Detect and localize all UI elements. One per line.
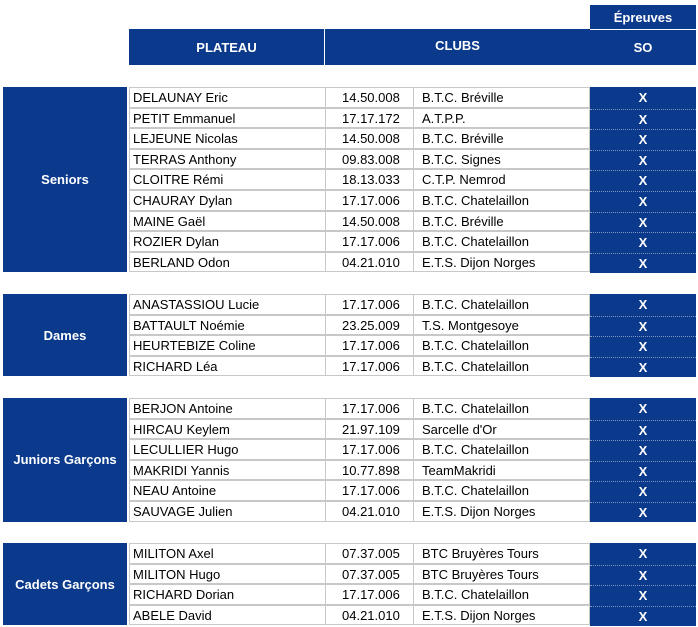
club-code: 17.17.006 [325, 231, 413, 252]
so-mark: X [590, 253, 696, 273]
club-name: TeamMakridi [413, 460, 590, 481]
club-code: 17.17.006 [325, 480, 413, 501]
group-label: Seniors [3, 87, 127, 272]
athlete-name: MILITON Axel [129, 543, 325, 564]
table-row [129, 169, 590, 190]
club-code: 17.17.006 [325, 356, 413, 377]
club-code: 23.25.009 [325, 315, 413, 336]
club-name: Sarcelle d'Or [413, 419, 590, 440]
table-row [129, 460, 590, 481]
table-row [129, 315, 590, 336]
table-row [129, 439, 590, 460]
so-mark: X [590, 109, 696, 129]
so-mark: X [590, 232, 696, 252]
club-name: B.T.C. Chatelaillon [413, 231, 590, 252]
club-name: B.T.C. Chatelaillon [413, 356, 590, 377]
club-code: 17.17.006 [325, 584, 413, 605]
table-row [129, 335, 590, 356]
club-name: B.T.C. Chatelaillon [413, 190, 590, 211]
club-name: E.T.S. Dijon Norges [413, 605, 590, 626]
so-mark: X [590, 502, 696, 522]
club-name: B.T.C. Bréville [413, 128, 590, 149]
club-code: 17.17.006 [325, 398, 413, 419]
so-mark: X [590, 440, 696, 460]
table-row [129, 87, 590, 108]
club-name: A.T.P.P. [413, 108, 590, 129]
so-mark: X [590, 336, 696, 356]
table-row [129, 149, 590, 170]
athlete-name: ANASTASSIOU Lucie [129, 294, 325, 315]
table-row [129, 605, 590, 626]
club-name: B.T.C. Chatelaillon [413, 584, 590, 605]
athlete-name: CHAURAY Dylan [129, 190, 325, 211]
club-name: B.T.C. Signes [413, 149, 590, 170]
athlete-name: BERJON Antoine [129, 398, 325, 419]
club-code: 17.17.172 [325, 108, 413, 129]
table-row [129, 211, 590, 232]
club-name: B.T.C. Chatelaillon [413, 398, 590, 419]
athlete-name: HIRCAU Keylem [129, 419, 325, 440]
so-mark: X [590, 170, 696, 190]
athlete-name: PETIT Emmanuel [129, 108, 325, 129]
athlete-name: LECULLIER Hugo [129, 439, 325, 460]
athlete-name: ROZIER Dylan [129, 231, 325, 252]
so-mark: X [590, 420, 696, 440]
table-row [129, 108, 590, 129]
so-mark: X [590, 191, 696, 211]
table-row [129, 128, 590, 149]
athlete-name: ABELE David [129, 605, 325, 626]
table-row [129, 584, 590, 605]
so-mark: X [590, 481, 696, 501]
club-name: B.T.C. Chatelaillon [413, 480, 590, 501]
club-code: 14.50.008 [325, 211, 413, 232]
club-code: 17.17.006 [325, 190, 413, 211]
athlete-name: RICHARD Dorian [129, 584, 325, 605]
club-name: E.T.S. Dijon Norges [413, 252, 590, 273]
table-row [129, 294, 590, 315]
club-code: 07.37.005 [325, 564, 413, 585]
club-code: 21.97.109 [325, 419, 413, 440]
athlete-name: SAUVAGE Julien [129, 501, 325, 522]
club-name: B.T.C. Chatelaillon [413, 335, 590, 356]
club-name: B.T.C. Chatelaillon [413, 294, 590, 315]
athlete-name: MAINE Gaël [129, 211, 325, 232]
group-label: Dames [3, 294, 127, 376]
club-name: B.T.C. Bréville [413, 211, 590, 232]
athlete-name: TERRAS Anthony [129, 149, 325, 170]
club-code: 14.50.008 [325, 128, 413, 149]
club-name: B.T.C. Chatelaillon [413, 439, 590, 460]
so-mark: X [590, 129, 696, 149]
club-name: B.T.C. Bréville [413, 87, 590, 108]
clubs-header: CLUBS [325, 29, 590, 65]
club-code: 17.17.006 [325, 439, 413, 460]
so-mark: X [590, 544, 696, 563]
table-row [129, 398, 590, 419]
table-row [129, 419, 590, 440]
club-name: C.T.P. Nemrod [413, 169, 590, 190]
so-mark: X [590, 606, 696, 626]
table-row [129, 252, 590, 273]
club-code: 18.13.033 [325, 169, 413, 190]
athlete-name: LEJEUNE Nicolas [129, 128, 325, 149]
table-row [129, 501, 590, 522]
club-code: 04.21.010 [325, 501, 413, 522]
so-mark: X [590, 150, 696, 170]
table-row [129, 543, 590, 564]
table-row [129, 480, 590, 501]
athlete-name: MILITON Hugo [129, 564, 325, 585]
club-code: 17.17.006 [325, 294, 413, 315]
club-code: 09.83.008 [325, 149, 413, 170]
athlete-name: RICHARD Léa [129, 356, 325, 377]
so-mark: X [590, 88, 696, 107]
so-mark: X [590, 316, 696, 336]
club-name: BTC Bruyères Tours [413, 543, 590, 564]
athlete-name: BERLAND Odon [129, 252, 325, 273]
club-code: 14.50.008 [325, 87, 413, 108]
table-row [129, 564, 590, 585]
club-name: BTC Bruyères Tours [413, 564, 590, 585]
group-label: Cadets Garçons [3, 543, 127, 625]
club-code: 17.17.006 [325, 335, 413, 356]
so-mark: X [590, 399, 696, 418]
so-mark: X [590, 295, 696, 314]
athlete-name: DELAUNAY Eric [129, 87, 325, 108]
athlete-name: MAKRIDI Yannis [129, 460, 325, 481]
athlete-name: NEAU Antoine [129, 480, 325, 501]
epreuves-header: Épreuves [590, 5, 696, 29]
club-name: E.T.S. Dijon Norges [413, 501, 590, 522]
athlete-name: BATTAULT Noémie [129, 315, 325, 336]
table-row [129, 356, 590, 377]
group-label: Juniors Garçons [3, 398, 127, 522]
athlete-name: HEURTEBIZE Coline [129, 335, 325, 356]
club-name: T.S. Montgesoye [413, 315, 590, 336]
table-row [129, 231, 590, 252]
so-header: SO [590, 29, 696, 65]
club-code: 07.37.005 [325, 543, 413, 564]
so-mark: X [590, 357, 696, 377]
club-code: 10.77.898 [325, 460, 413, 481]
athlete-name: CLOITRE Rémi [129, 169, 325, 190]
so-mark: X [590, 565, 696, 585]
plateau-header: PLATEAU [129, 29, 325, 65]
club-code: 04.21.010 [325, 605, 413, 626]
so-mark: X [590, 461, 696, 481]
so-mark: X [590, 212, 696, 232]
club-code: 04.21.010 [325, 252, 413, 273]
so-mark: X [590, 585, 696, 605]
table-row [129, 190, 590, 211]
